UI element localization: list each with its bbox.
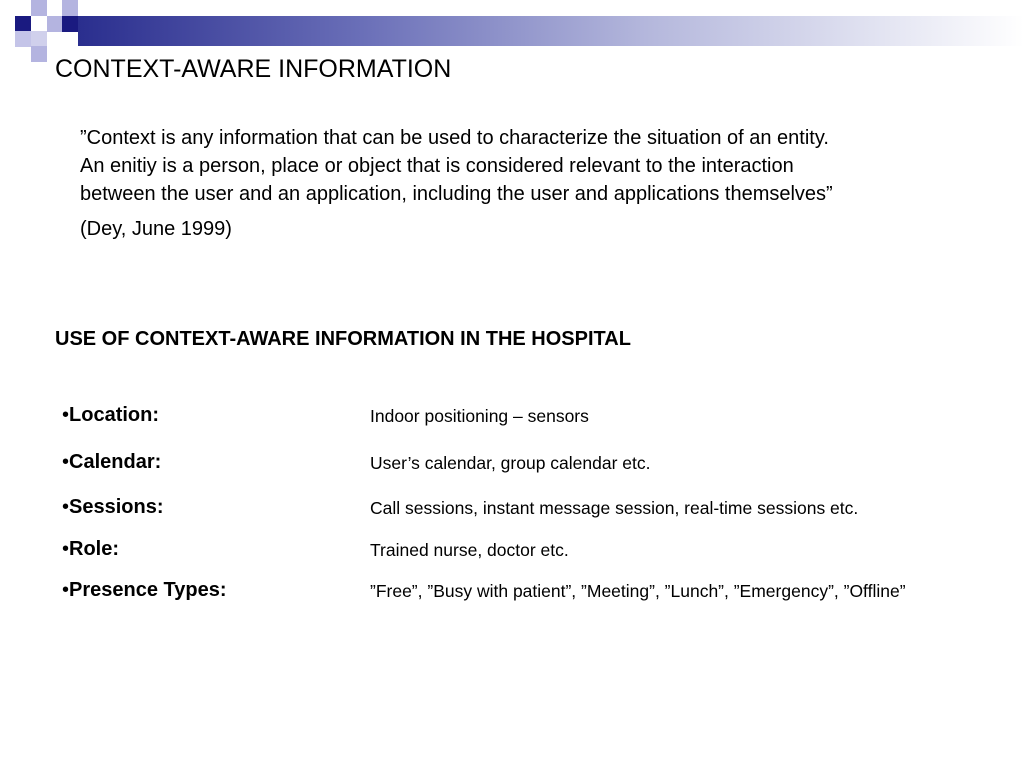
bullet: •	[62, 538, 70, 560]
slide-title: CONTEXT-AWARE INFORMATION	[55, 55, 452, 83]
item-label: Role:	[69, 538, 120, 560]
item-label: Location:	[69, 404, 160, 426]
quote-line-3: between the user and an application, including the user and applications themselves”	[80, 183, 833, 205]
bullet: •	[62, 496, 70, 518]
corner-square-dark-1	[15, 16, 31, 32]
section-heading: USE OF CONTEXT-AWARE INFORMATION IN THE HOSPITAL	[55, 328, 631, 350]
item-value: Call sessions, instant message session, real-time sessions etc.	[370, 498, 859, 518]
corner-square-light-2	[47, 16, 63, 32]
quote-line-1: ”Context is any information that can be used to characterize the situation of an entity.	[80, 127, 829, 149]
definition-quote	[80, 124, 980, 243]
item-label: Sessions:	[69, 496, 164, 518]
bullet: •	[62, 404, 70, 426]
corner-square-light-4	[15, 31, 31, 47]
item-value: User’s calendar, group calendar etc.	[370, 453, 651, 473]
quote-line-2: An enitiy is a person, place or object that is considered relevant to the interaction	[80, 155, 794, 177]
corner-square-dark-2	[62, 16, 78, 32]
quote-citation: (Dey, June 1999)	[80, 218, 232, 240]
bullet: •	[62, 579, 70, 601]
item-value: Indoor positioning – sensors	[370, 406, 589, 426]
item-label: Calendar:	[69, 451, 162, 473]
header-gradient-bar	[78, 16, 1024, 46]
item-value: ”Free”, ”Busy with patient”, ”Meeting”, ”Lunch”, ”Emergency”, ”Offline”	[370, 581, 906, 601]
corner-square-light-3	[62, 0, 78, 16]
bullet: •	[62, 451, 70, 473]
corner-square-light-6	[31, 46, 47, 62]
corner-square-light-1	[31, 0, 47, 16]
item-value: Trained nurse, doctor etc.	[370, 540, 569, 560]
corner-square-light-5	[31, 31, 47, 47]
item-label: Presence Types:	[69, 579, 227, 601]
